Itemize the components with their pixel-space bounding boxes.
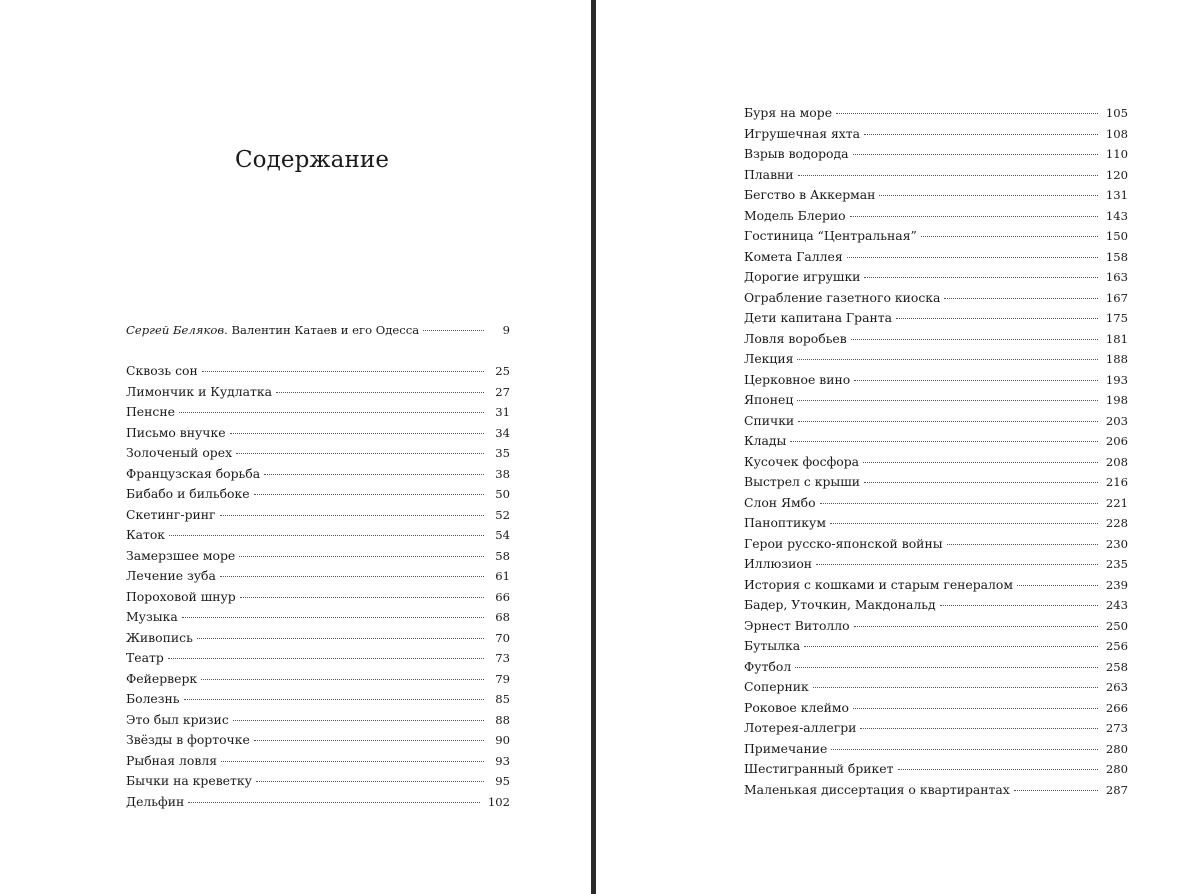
dot-leader [276, 392, 484, 393]
toc-entry-title: Бутылка [744, 638, 801, 653]
dot-leader [863, 462, 1098, 463]
toc-entry-page: 54 [495, 528, 510, 542]
toc-entry-title: Бадер, Уточкин, Макдональд [744, 597, 936, 612]
toc-entry-title: Гостиница “Центральная” [744, 228, 917, 243]
toc-entry-title: Бычки на креветку [126, 773, 252, 788]
toc-entry-page: 280 [1105, 741, 1128, 756]
toc-entry-title: Лотерея-аллегри [744, 720, 857, 735]
toc-entry-title: Бегство в Аккерман [744, 187, 876, 202]
toc-entry[interactable] [126, 792, 510, 813]
toc-entry-title: Плавни [744, 166, 794, 182]
toc-entry-title: Каток [126, 527, 166, 542]
toc-entry-page: 273 [1105, 721, 1128, 735]
dot-leader [797, 400, 1098, 401]
dot-leader [798, 175, 1098, 176]
dot-leader [168, 658, 484, 659]
toc-entry[interactable] [744, 554, 1128, 575]
dot-leader [853, 708, 1098, 709]
dot-leader [820, 503, 1098, 504]
dot-leader [798, 421, 1098, 422]
toc-entry-title: Сквозь сон [126, 363, 198, 378]
dot-leader [795, 667, 1098, 668]
dot-leader [221, 761, 484, 762]
toc-entry-page: 95 [495, 774, 510, 788]
toc-entry[interactable] [744, 739, 1128, 760]
toc-entry[interactable] [126, 628, 510, 649]
toc-entry[interactable] [744, 595, 1128, 616]
toc-entry-title: История с кошками и старым генералом [744, 576, 1014, 592]
toc-entry-title: Буря на море [744, 105, 833, 120]
toc-entry-page: 79 [495, 671, 510, 686]
toc-entry[interactable] [126, 423, 510, 444]
toc-entry-page: 188 [1105, 352, 1128, 366]
page-gutter [591, 0, 596, 894]
toc-entry-page: 163 [1105, 270, 1128, 284]
toc-entry-page: 221 [1105, 495, 1128, 510]
toc-entry-title: Шестигранный брикет [744, 761, 894, 776]
dot-leader [864, 277, 1097, 278]
dot-leader [179, 412, 484, 413]
toc-entry[interactable] [744, 780, 1128, 801]
dot-leader [197, 638, 484, 639]
toc-entry-title: Пороховой шнур [126, 588, 236, 604]
toc-entry-page: 239 [1105, 577, 1128, 592]
toc-entry-page: 206 [1105, 434, 1128, 448]
dot-leader [184, 699, 484, 700]
toc-entry-page: 243 [1105, 598, 1128, 612]
toc-entry[interactable] [744, 718, 1128, 739]
dot-leader [853, 154, 1098, 155]
dot-leader [188, 802, 480, 803]
toc-entry-page: 90 [495, 733, 510, 747]
toc-entry[interactable] [744, 390, 1128, 411]
toc-entry-title: Дорогие игрушки [744, 269, 861, 284]
dot-leader [1014, 790, 1098, 791]
toc-entry-title: Лекция [744, 351, 794, 366]
toc-entry-page: 150 [1105, 229, 1128, 243]
intro-entry [126, 320, 510, 341]
toc-entry[interactable] [126, 361, 510, 382]
toc-entry-title: Маленькая диссертация о квартирантах [744, 781, 1010, 797]
toc-entry-author: Сергей Беляков [126, 323, 225, 337]
toc-entry-title: Дельфин [126, 793, 185, 809]
dot-leader [220, 576, 484, 577]
toc-entry-page: 287 [1105, 782, 1128, 797]
toc-entry-title: Примечание [744, 740, 828, 756]
toc-entry[interactable] [744, 144, 1128, 165]
toc-entry-page: 38 [495, 466, 510, 481]
toc-entry[interactable] [744, 329, 1128, 350]
dot-leader [854, 380, 1098, 381]
toc-entry[interactable] [744, 185, 1128, 206]
toc-entry-title: Клады [744, 433, 787, 448]
toc-entry-title: Звёзды в форточке [126, 732, 250, 747]
toc-entry[interactable] [744, 657, 1128, 678]
toc-entry-title: Выстрел с крыши [744, 474, 861, 489]
toc-entry-title: Музыка [126, 609, 178, 624]
toc-entry-title: Золоченый орех [126, 445, 233, 460]
toc-entry-page: 258 [1105, 659, 1128, 674]
toc-entry-title [126, 320, 419, 341]
toc-entry[interactable] [126, 402, 510, 423]
toc-entry[interactable] [744, 267, 1128, 288]
toc-entry-page: 88 [495, 712, 510, 727]
toc-entry-title: Замерзшее море [126, 547, 236, 563]
dot-leader [254, 494, 484, 495]
dot-leader [944, 298, 1097, 299]
toc-entry-page: 266 [1105, 700, 1128, 715]
toc-entry-page: 50 [495, 487, 510, 501]
toc-entry[interactable] [126, 566, 510, 587]
toc-entry-page: 68 [495, 610, 510, 624]
toc-entry[interactable] [126, 648, 510, 669]
dot-leader [851, 339, 1098, 340]
toc-entry[interactable] [744, 513, 1128, 534]
toc-entry[interactable] [126, 669, 510, 690]
toc-entry-page: 230 [1105, 536, 1128, 551]
toc-entry[interactable] [744, 103, 1128, 124]
toc-entry[interactable] [126, 730, 510, 751]
toc-entry-page: 93 [495, 753, 510, 768]
dot-leader [239, 556, 484, 557]
dot-leader [230, 433, 484, 434]
dot-leader [797, 359, 1097, 360]
toc-entry[interactable] [126, 607, 510, 628]
toc-entry-title: Лечение зуба [126, 568, 216, 583]
dot-leader [896, 318, 1098, 319]
dot-leader [240, 597, 484, 598]
toc-entry[interactable] [126, 689, 510, 710]
dot-leader [813, 687, 1098, 688]
toc-entry-page: 61 [495, 569, 510, 583]
dot-leader [864, 482, 1098, 483]
toc-entry-page: 70 [495, 630, 510, 645]
toc-entry-title: Дети капитана Гранта [744, 310, 892, 325]
toc-entry-page: 58 [495, 548, 510, 563]
toc-entry[interactable] [744, 288, 1128, 309]
toc-entry-page: 34 [495, 425, 510, 440]
toc-entry[interactable] [126, 525, 510, 546]
toc-entry-title: Паноптикум [744, 515, 826, 530]
toc-entry-page: 158 [1105, 249, 1128, 264]
dot-leader [423, 330, 484, 331]
dot-leader [947, 544, 1098, 545]
toc-entry-page: 250 [1105, 618, 1128, 633]
toc-entry[interactable] [744, 636, 1128, 657]
toc-entry-title: Герои русско-японской войны [744, 535, 943, 551]
toc-entry[interactable] [126, 771, 510, 792]
toc-entry-page: 198 [1105, 393, 1128, 407]
toc-left-column [126, 361, 510, 812]
toc-entry-page: 110 [1105, 147, 1128, 161]
toc-entry-title: Бибабо и бильбоке [126, 486, 250, 501]
toc-entry-intro[interactable] [126, 320, 510, 341]
toc-entry-title: Взрыв водорода [744, 146, 849, 161]
dot-leader [202, 371, 484, 372]
page-title: Содержание [234, 147, 390, 173]
toc-entry[interactable] [126, 382, 510, 403]
toc-entry-title: Рыбная ловля [126, 752, 218, 768]
dot-leader [169, 535, 484, 536]
toc-entry[interactable] [126, 710, 510, 731]
toc-entry-title: Игрушечная яхта [744, 125, 861, 141]
toc-entry-page: 35 [495, 446, 510, 460]
toc-right-column [744, 103, 1128, 800]
toc-entry[interactable] [744, 534, 1128, 555]
toc-entry-page: 216 [1105, 475, 1128, 489]
toc-entry-title: Футбол [744, 658, 792, 674]
dot-leader [790, 441, 1098, 442]
toc-entry-title: Театр [126, 650, 164, 665]
toc-entry-page: 263 [1105, 680, 1128, 694]
dot-leader [940, 605, 1098, 606]
toc-entry-title: Скетинг-ринг [126, 506, 216, 522]
toc-entry-page: 9 [502, 323, 510, 337]
toc-entry-page: 25 [495, 364, 510, 378]
dot-leader [201, 679, 484, 680]
toc-entry-title: Эрнест Витолло [744, 617, 850, 633]
toc-entry-title: Пенсне [126, 404, 175, 419]
toc-entry-page: 193 [1105, 372, 1128, 387]
toc-entry-page: 235 [1105, 557, 1128, 571]
dot-leader [264, 474, 484, 475]
toc-entry-page: 31 [495, 405, 510, 419]
toc-entry-title: Лимончик и Кудлатка [126, 383, 273, 399]
toc-entry-title: Это был кризис [126, 711, 229, 727]
toc-entry-page: 181 [1105, 331, 1128, 346]
toc-entry[interactable] [744, 575, 1128, 596]
toc-entry-title: Письмо внучке [126, 424, 226, 440]
toc-entry[interactable] [744, 124, 1128, 145]
dot-leader [921, 236, 1098, 237]
toc-entry[interactable] [744, 206, 1128, 227]
toc-entry-title: Церковное вино [744, 371, 851, 387]
toc-entry-page: 105 [1105, 106, 1128, 120]
toc-entry-page: 120 [1105, 167, 1128, 182]
dot-leader [854, 626, 1098, 627]
dot-leader [233, 720, 484, 721]
toc-entry-page: 27 [495, 384, 510, 399]
dot-leader [816, 564, 1098, 565]
dot-leader [182, 617, 484, 618]
toc-entry-title: Ограбление газетного киоска [744, 289, 941, 305]
toc-entry-page: 208 [1105, 454, 1128, 469]
toc-entry-page: 73 [495, 651, 510, 665]
toc-entry[interactable] [744, 226, 1128, 247]
toc-entry[interactable] [126, 587, 510, 608]
toc-entry-title: Иллюзион [744, 556, 813, 571]
toc-entry-title: Кусочек фосфора [744, 453, 860, 469]
toc-entry[interactable] [744, 677, 1128, 698]
toc-entry-page: 228 [1105, 516, 1128, 530]
toc-entry-title: Слон Ямбо [744, 494, 816, 510]
toc-entry-page: 52 [495, 507, 510, 522]
dot-leader [220, 515, 484, 516]
dot-leader [236, 453, 484, 454]
dot-leader [847, 257, 1098, 258]
toc-entry-page: 131 [1105, 188, 1128, 202]
toc-entry[interactable] [744, 308, 1128, 329]
toc-entry[interactable] [126, 484, 510, 505]
toc-entry-page: 280 [1105, 762, 1128, 776]
dot-leader [1017, 585, 1098, 586]
toc-entry-page: 256 [1105, 639, 1128, 653]
toc-entry-title: Болезнь [126, 691, 180, 706]
toc-entry[interactable] [744, 349, 1128, 370]
toc-entry-title: Фейерверк [126, 670, 198, 686]
toc-entry-title-text: . Валентин Катаев и его Одесса [224, 323, 420, 337]
toc-entry[interactable] [744, 247, 1128, 268]
toc-entry[interactable] [744, 431, 1128, 452]
toc-entry-title: Живопись [126, 629, 193, 645]
toc-entry[interactable] [126, 546, 510, 567]
toc-entry-page: 175 [1105, 311, 1128, 325]
toc-entry-title: Японец [744, 392, 794, 407]
toc-entry[interactable] [126, 505, 510, 526]
toc-entry-page: 66 [495, 589, 510, 604]
toc-entry[interactable] [126, 751, 510, 772]
toc-entry[interactable] [126, 464, 510, 485]
toc-entry-title: Соперник [744, 679, 809, 694]
toc-entry[interactable] [744, 698, 1128, 719]
toc-entry-title: Ловля воробьев [744, 330, 847, 346]
toc-entry-title: Французская борьба [126, 465, 261, 481]
toc-entry-page: 167 [1105, 290, 1128, 305]
dot-leader [254, 740, 484, 741]
toc-entry[interactable] [744, 411, 1128, 432]
toc-entry-title: Роковое клеймо [744, 699, 850, 715]
dot-leader [831, 749, 1097, 750]
toc-entry[interactable] [744, 452, 1128, 473]
toc-entry[interactable] [744, 493, 1128, 514]
toc-entry[interactable] [744, 370, 1128, 391]
toc-entry-page: 108 [1105, 126, 1128, 141]
toc-entry-page: 85 [495, 692, 510, 706]
dot-leader [879, 195, 1097, 196]
toc-entry-title: Комета Галлея [744, 248, 843, 264]
toc-entry[interactable] [744, 616, 1128, 637]
dot-leader [898, 769, 1098, 770]
dot-leader [830, 523, 1098, 524]
toc-entry[interactable] [744, 165, 1128, 186]
toc-entry[interactable] [126, 443, 510, 464]
toc-entry[interactable] [744, 759, 1128, 780]
dot-leader [860, 728, 1097, 729]
toc-entry-title: Спички [744, 412, 795, 428]
toc-entry-page: 143 [1105, 208, 1128, 223]
dot-leader [804, 646, 1098, 647]
toc-entry[interactable] [744, 472, 1128, 493]
dot-leader [864, 134, 1098, 135]
toc-entry-page: 203 [1105, 413, 1128, 428]
toc-entry-page: 102 [487, 794, 510, 809]
dot-leader [256, 781, 484, 782]
dot-leader [850, 216, 1098, 217]
toc-entry-title: Модель Блерио [744, 207, 846, 223]
dot-leader [836, 113, 1098, 114]
